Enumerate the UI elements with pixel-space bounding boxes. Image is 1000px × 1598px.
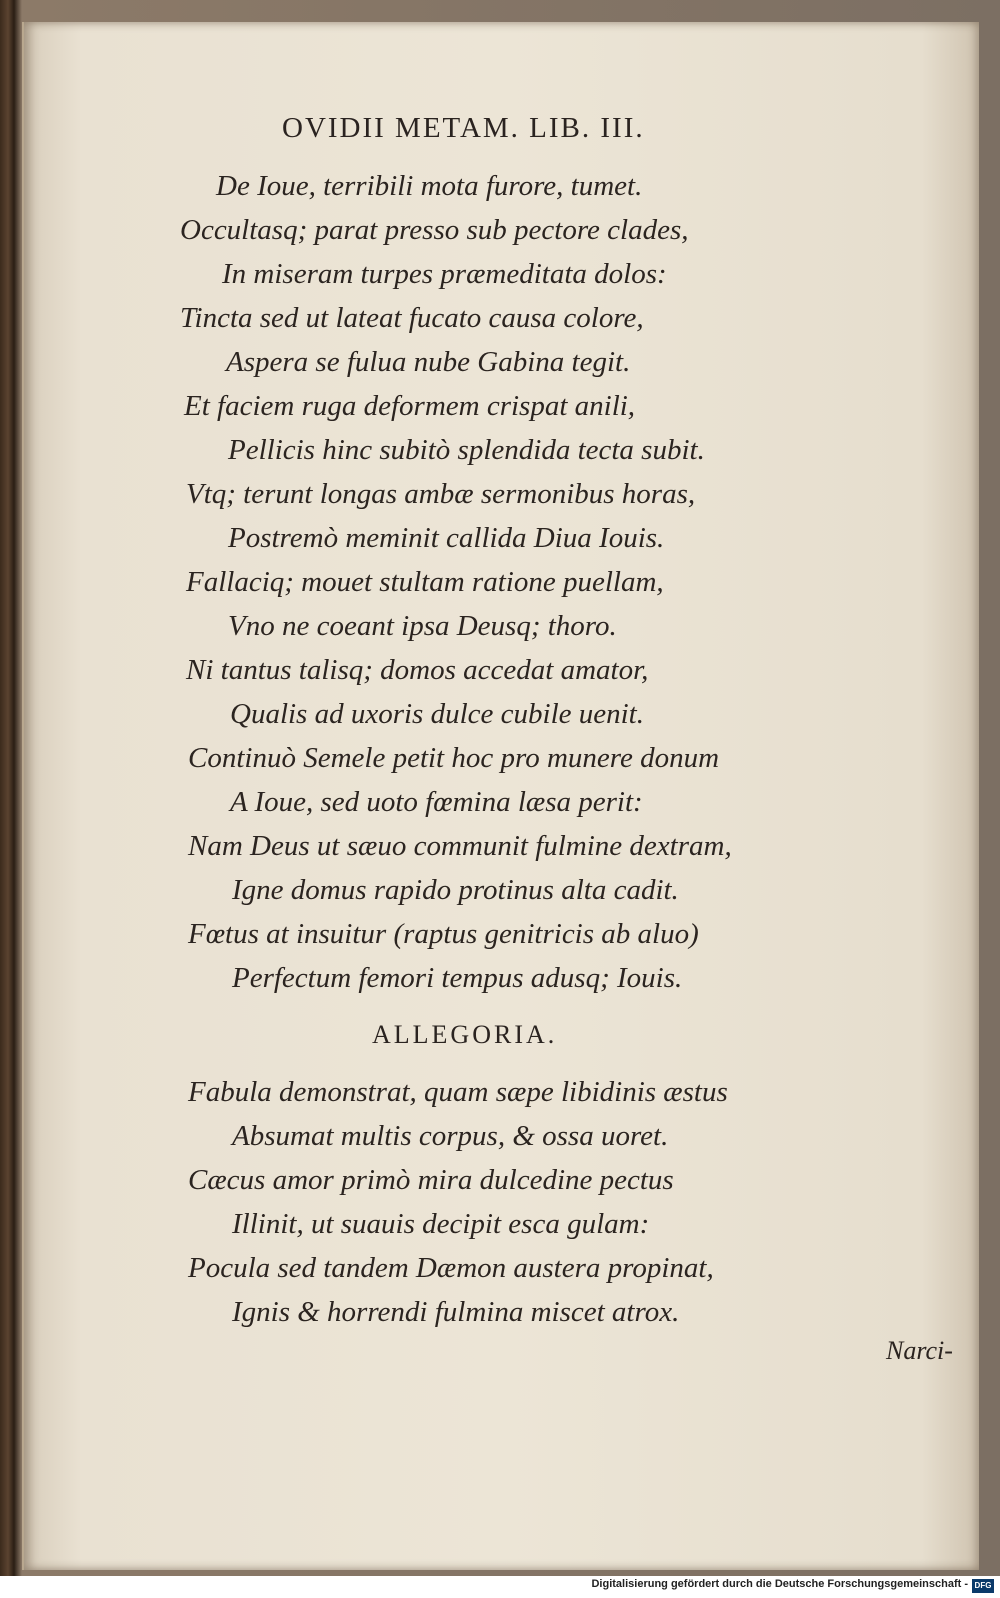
verse-line: Fœtus at insuitur (raptus genitricis ab aluo) — [188, 918, 699, 950]
catchword: Narci- — [886, 1336, 953, 1365]
verse-line: Fallaciq; mouet stultam ratione puellam, — [186, 566, 664, 598]
verse-line: De Ioue, terribili mota furore, tumet. — [216, 170, 643, 202]
verse-line: Aspera se fulua nube Gabina tegit. — [226, 346, 631, 378]
allegoria-line: Pocula sed tandem Dæmon austera propinat, — [188, 1252, 714, 1284]
dfg-logo: DFG — [972, 1579, 994, 1593]
allegoria-line: Absumat multis corpus, & ossa uoret. — [232, 1120, 669, 1152]
verse-line: Vtq; terunt longas ambæ sermonibus horas, — [186, 478, 696, 510]
allegoria-line: Illinit, ut suauis decipit esca gulam: — [232, 1208, 650, 1240]
verse-line: Occultasq; parat presso sub pectore clades, — [180, 214, 689, 246]
allegoria-line: Fabula demonstrat, quam sæpe libidinis æstus — [188, 1076, 728, 1108]
digitization-credit: Digitalisierung gefördert durch die Deutsche Forschungsgemeinschaft - — [591, 1578, 968, 1590]
section-title: ALLEGORIA. — [372, 1020, 558, 1049]
verse-line: Igne domus rapido protinus alta cadit. — [232, 874, 679, 906]
verse-line: Tincta sed ut lateat fucato causa colore, — [180, 302, 644, 334]
verse-line: Perfectum femori tempus adusq; Iouis. — [232, 962, 683, 994]
verse-line: Ni tantus talisq; domos accedat amator, — [186, 654, 649, 686]
verse-line: Nam Deus ut sæuo communit fulmine dextram, — [188, 830, 732, 862]
allegoria-line: Cæcus amor primò mira dulcedine pectus — [188, 1164, 674, 1196]
allegoria-line: Ignis & horrendi fulmina miscet atrox. — [232, 1296, 680, 1328]
verse-line: In miseram turpes præmeditata dolos: — [222, 258, 667, 290]
verse-line: Continuò Semele petit hoc pro munere donum — [188, 742, 720, 774]
verse-line: Qualis ad uxoris dulce cubile uenit. — [230, 698, 644, 730]
verse-line: Vno ne coeant ipsa Deusq; thoro. — [228, 610, 617, 642]
verse-line: Postremò meminit callida Diua Iouis. — [228, 522, 665, 554]
verse-line: A Ioue, sed uoto fœmina læsa perit: — [230, 786, 643, 818]
verse-line: Et faciem ruga deformem crispat anili, — [184, 390, 636, 422]
running-head: OVIDII METAM. LIB. III. — [282, 112, 645, 144]
verse-line: Pellicis hinc subitò splendida tecta subit. — [228, 434, 705, 466]
